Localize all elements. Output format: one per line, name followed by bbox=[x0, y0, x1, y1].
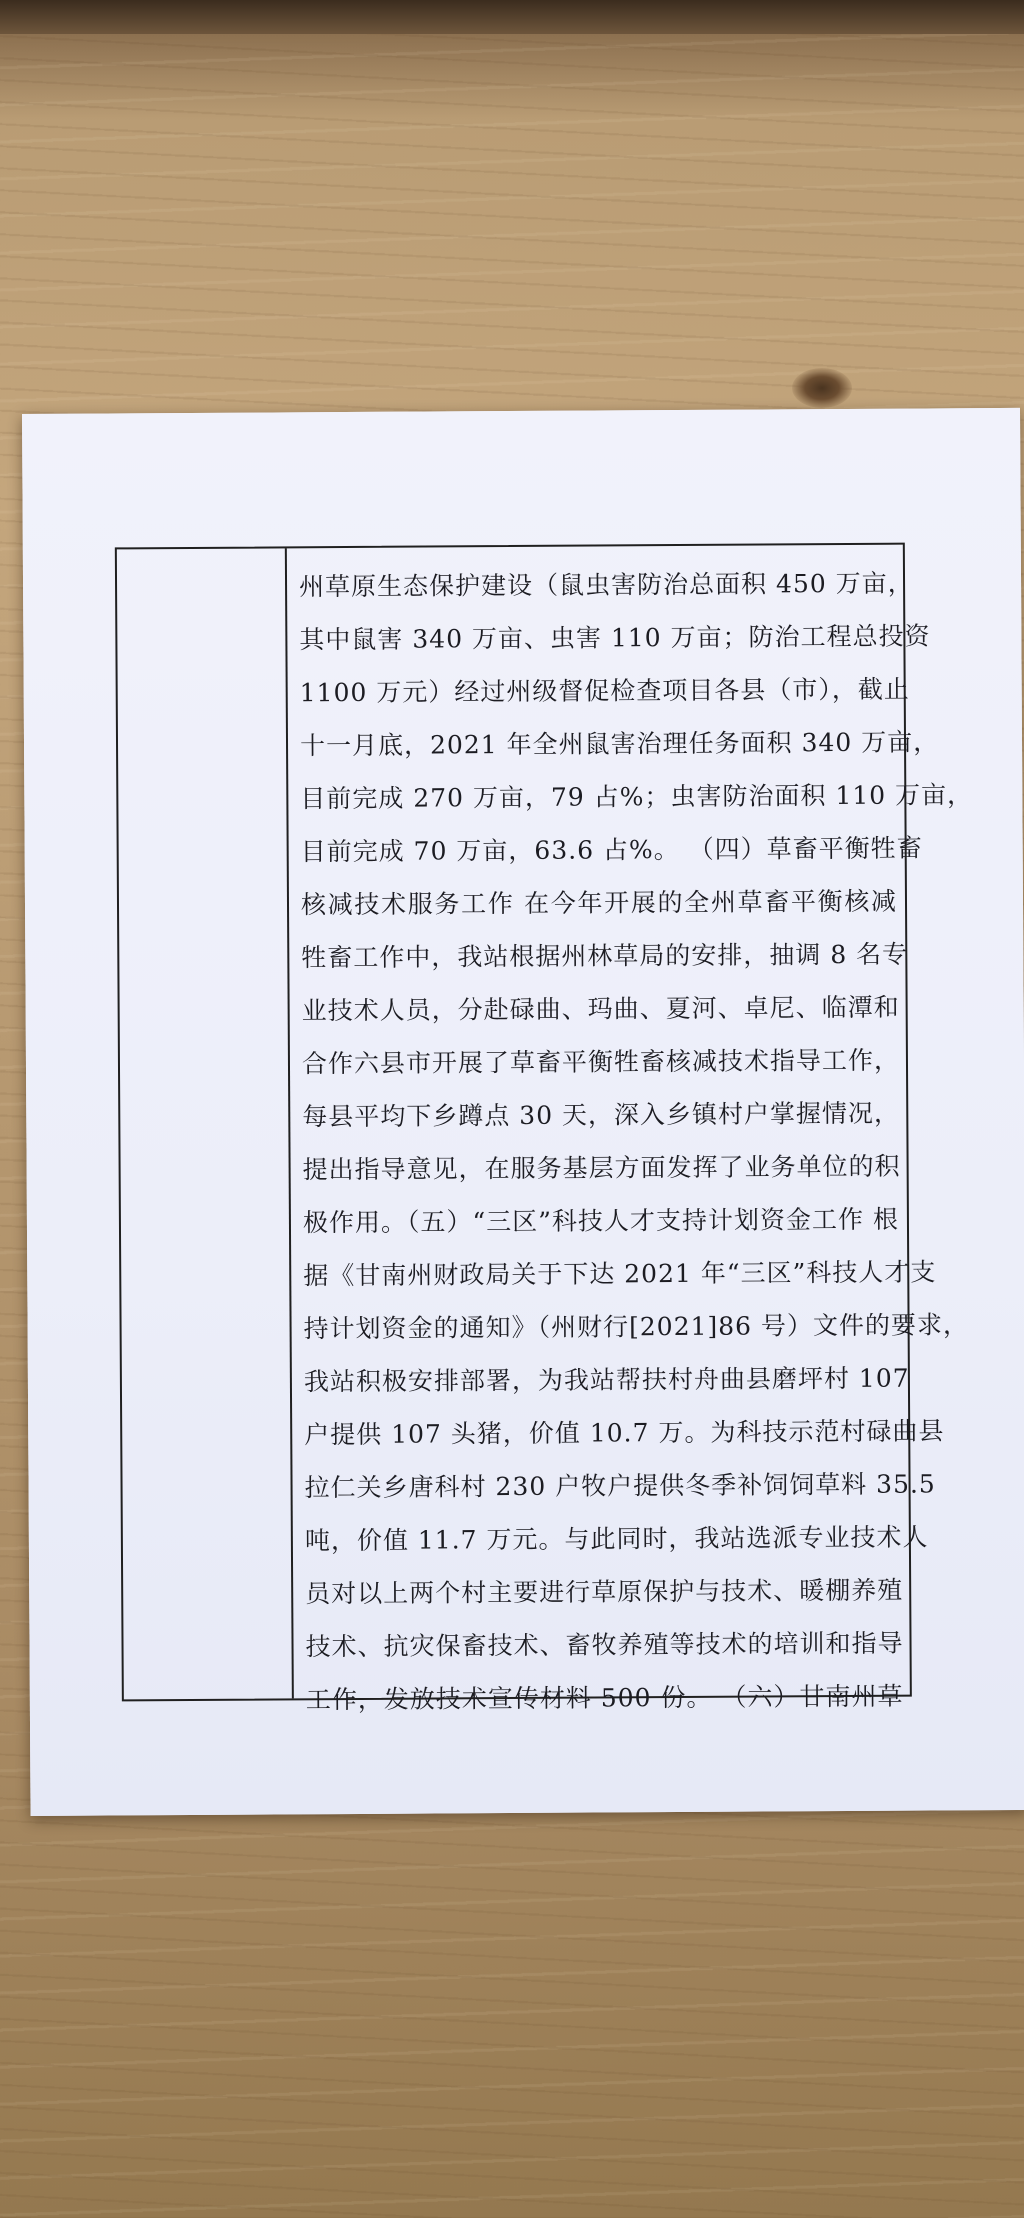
text-line: 吨，价值 11.7 万元。与此同时，我站选派专业技术人 bbox=[304, 1522, 929, 1556]
document-table bbox=[115, 543, 974, 1715]
text-line: 据《甘南州财政局关于下达 2021 年“三区”科技人才支 bbox=[303, 1257, 937, 1291]
text-line: 其中鼠害 340 万亩、虫害 110 万亩；防治工程总投资 bbox=[299, 621, 931, 655]
text-line: 牲畜工作中，我站根据州林草局的安排，抽调 8 名专 bbox=[301, 939, 909, 973]
text-line: 核减技术服务工作 在今年开展的全州草畜平衡核减 bbox=[300, 886, 898, 920]
text-line: 我站积极安排部署，为我站帮扶村舟曲县磨坪村 107 bbox=[303, 1363, 910, 1397]
text-line: 提出指导意见，在服务基层方面发挥了业务单位的积 bbox=[302, 1151, 901, 1185]
paper-sheet bbox=[22, 408, 1024, 1816]
text-line: 极作用。（五）“三区”科技人才支持计划资金工作 根 bbox=[302, 1204, 900, 1238]
text-line: 合作六县市开展了草畜平衡牲畜核减技术指导工作， bbox=[301, 1045, 901, 1079]
text-line: 拉仁关乡唐科村 230 户牧户提供冬季补饲饲草料 35.5 bbox=[304, 1469, 936, 1503]
text-line: 技术、抗灾保畜技术、畜牧养殖等技术的培训和指导 bbox=[305, 1628, 904, 1662]
text-line: 1100 万元）经过州级督促检查项目各县（市），截止 bbox=[299, 674, 910, 708]
desk-edge bbox=[0, 0, 1024, 34]
text-line: 工作，发放技术宣传材料 500 份。 （六）甘南州草 bbox=[305, 1681, 904, 1715]
text-line: 员对以上两个村主要进行草原保护与技术、暖棚养殖 bbox=[305, 1575, 904, 1609]
text-line: 持计划资金的通知》（州财行[2021]86 号）文件的要求， bbox=[303, 1310, 970, 1344]
text-line: 州草原生态保护建设（鼠虫害防治总面积 450 万亩， bbox=[298, 568, 914, 602]
wood-knot bbox=[792, 368, 852, 408]
text-line: 业技术人员，分赴碌曲、玛曲、夏河、卓尼、临潭和 bbox=[301, 992, 900, 1026]
table-label-cell bbox=[117, 548, 294, 1699]
text-line: 目前完成 70 万亩，63.6 占%。 （四）草畜平衡牲畜 bbox=[300, 833, 923, 867]
table-text-cell bbox=[289, 545, 974, 1715]
text-line: 目前完成 270 万亩，79 占%；虫害防治面积 110 万亩， bbox=[300, 780, 974, 814]
text-line: 每县平均下乡蹲点 30 天，深入乡镇村户掌握情况， bbox=[302, 1098, 901, 1132]
text-line: 户提供 107 头猪，价值 10.7 万。为科技示范村碌曲县 bbox=[304, 1416, 945, 1450]
text-line: 十一月底，2021 年全州鼠害治理任务面积 340 万亩， bbox=[299, 727, 940, 761]
